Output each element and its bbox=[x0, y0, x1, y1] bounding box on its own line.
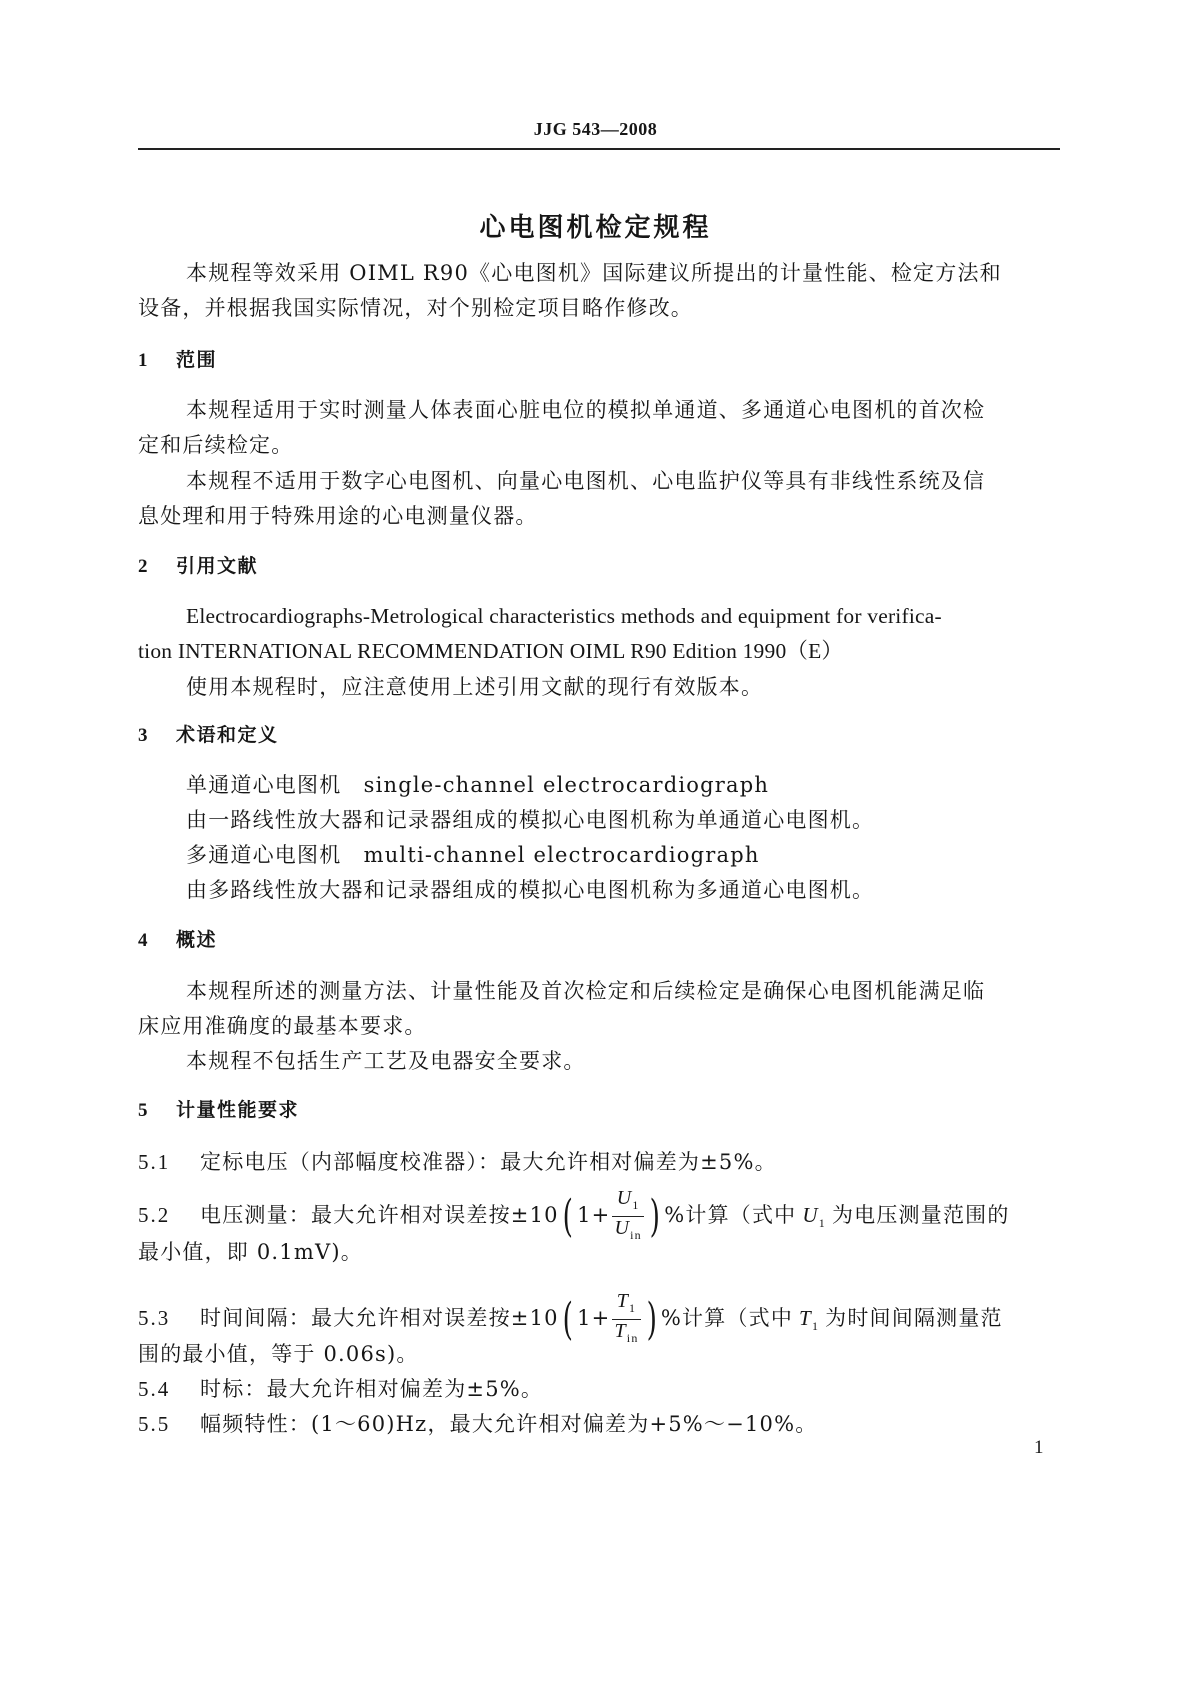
section-title: 术语和定义 bbox=[176, 724, 279, 746]
definition-multi-channel: 由多路线性放大器和记录器组成的模拟心电图机称为多通道心电图机。 bbox=[186, 878, 875, 902]
clause-5-1 bbox=[138, 1148, 777, 1176]
section-title: 范围 bbox=[176, 349, 218, 371]
time-interval-formula: ( 1+ $\frac{T_1}{T_{in}}$ ) bbox=[562, 1290, 658, 1345]
sec4-line-2: 床应用准确度的最基本要求。 bbox=[138, 1014, 427, 1038]
section-title: 引用文献 bbox=[176, 555, 259, 577]
term-single-channel: 单通道心电图机 single-channel electrocardiograph bbox=[186, 773, 770, 797]
sec1-line-4: 息处理和用于特殊用途的心电测量仪器。 bbox=[138, 504, 538, 528]
section-4-heading bbox=[138, 927, 217, 954]
section-5-heading bbox=[138, 1097, 299, 1124]
clause-5-5 bbox=[138, 1410, 817, 1438]
intro-line-1: 本规程等效采用 OIML R90《心电图机》国际建议所提出的计量性能、检定方法和 bbox=[186, 261, 1002, 285]
clause-text: 定标电压（内部幅度校准器）：最大允许相对偏差为±5%。 bbox=[200, 1150, 777, 1174]
definition-single-channel: 由一路线性放大器和记录器组成的模拟心电图机称为单通道心电图机。 bbox=[186, 808, 875, 832]
section-title: 概述 bbox=[176, 929, 218, 951]
section-title: 计量性能要求 bbox=[176, 1099, 300, 1121]
clause-5-2-continuation: 最小值，即 0.1mV)。 bbox=[138, 1240, 363, 1264]
section-number: 2 bbox=[138, 556, 149, 577]
sec4-line-3: 本规程不包括生产工艺及电器安全要求。 bbox=[186, 1049, 586, 1073]
section-number: 3 bbox=[138, 725, 149, 746]
sec2-line-2: tion INTERNATIONAL RECOMMENDATION OIML R90 Edition 1990（E） bbox=[138, 639, 844, 663]
page-number: 1 bbox=[1034, 1437, 1044, 1458]
sec2-line-1: Electrocardiographs-Metrological characteristics methods and equipment for verifica- bbox=[186, 604, 942, 628]
clause-5-3: 5.3 时间间隔：最大允许相对误差按±10( 1+ $\frac{T_1}{T_{in}}$ ) %计算（式中 $T_1$ 为时间间隔测量范 bbox=[138, 1290, 1003, 1349]
clause-5-2: 5.2 电压测量：最大允许相对误差按±10( 1+ $\frac{U_1}{U_{in}}$ ) %计算（式中 $U_1$ 为电压测量范围的 bbox=[138, 1187, 1010, 1246]
clause-text: 时间间隔：最大允许相对误差按±10 bbox=[200, 1306, 559, 1330]
standard-code: JJG 543—2008 bbox=[533, 119, 658, 139]
sec1-line-2: 定和后续检定。 bbox=[138, 433, 294, 457]
sec1-line-3: 本规程不适用于数字心电图机、向量心电图机、心电监护仪等具有非线性系统及信 bbox=[186, 469, 986, 493]
clause-text: 时标：最大允许相对偏差为±5%。 bbox=[200, 1377, 544, 1401]
clause-5-4 bbox=[138, 1375, 543, 1403]
clause-text: 电压测量：最大允许相对误差按±10 bbox=[200, 1203, 559, 1227]
document-title: 心电图机检定规程 bbox=[479, 213, 712, 243]
section-3-heading bbox=[138, 722, 279, 749]
section-number: 1 bbox=[138, 350, 149, 371]
section-number: 5 bbox=[138, 1100, 149, 1121]
clause-number: 5.2 bbox=[138, 1203, 171, 1227]
section-1-heading bbox=[138, 347, 217, 374]
section-number: 4 bbox=[138, 930, 149, 951]
clause-5-3-continuation: 围的最小值，等于 0.06s)。 bbox=[138, 1342, 419, 1366]
voltage-formula: ( 1+ $\frac{U_1}{U_{in}}$ ) bbox=[562, 1187, 661, 1242]
sec4-line-1: 本规程所述的测量方法、计量性能及首次检定和后续检定是确保心电图机能满足临 bbox=[186, 979, 986, 1003]
header-rule bbox=[138, 148, 1060, 150]
clause-text: 幅频特性：(1～60)Hz，最大允许相对偏差为+5%～−10%。 bbox=[200, 1412, 818, 1436]
intro-line-2: 设备，并根据我国实际情况，对个别检定项目略作修改。 bbox=[138, 296, 693, 320]
sec1-line-1: 本规程适用于实时测量人体表面心脏电位的模拟单通道、多通道心电图机的首次检 bbox=[186, 398, 986, 422]
clause-number: 5.4 bbox=[138, 1377, 171, 1401]
clause-number: 5.5 bbox=[138, 1412, 171, 1436]
clause-number: 5.3 bbox=[138, 1306, 171, 1330]
section-2-heading bbox=[138, 553, 258, 580]
clause-number: 5.1 bbox=[138, 1150, 171, 1174]
term-multi-channel: 多通道心电图机 multi-channel electrocardiograph bbox=[186, 843, 760, 867]
sec2-line-3: 使用本规程时，应注意使用上述引用文献的现行有效版本。 bbox=[186, 675, 764, 699]
